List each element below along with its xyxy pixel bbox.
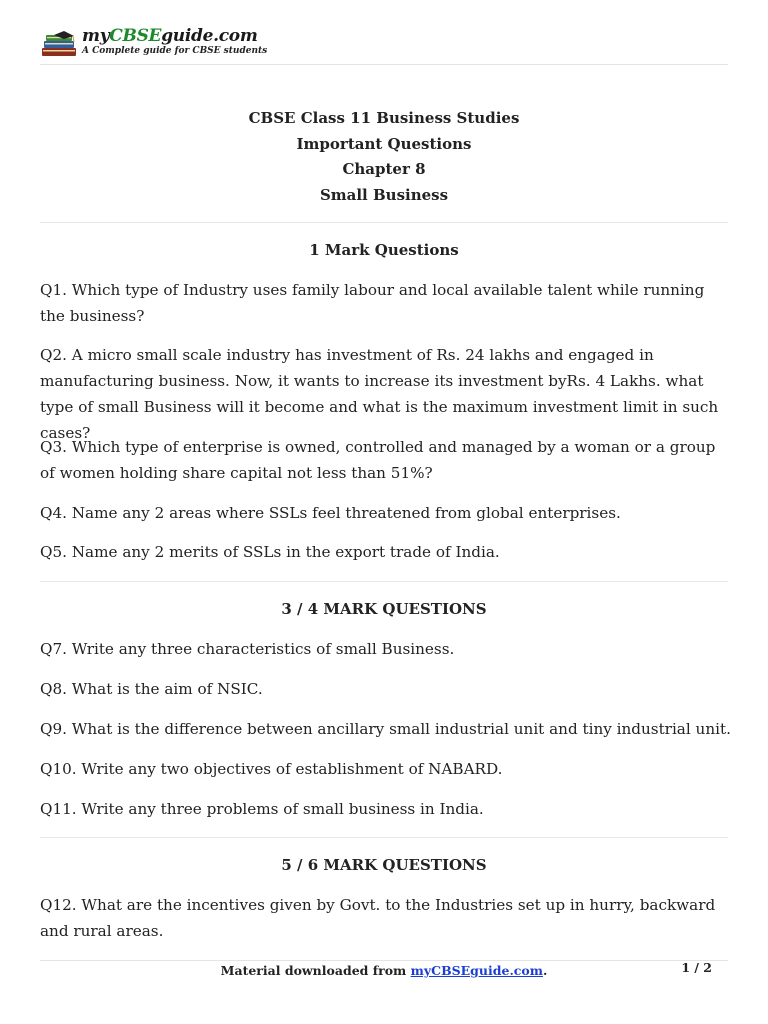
section-heading-5-6-mark: 5 / 6 MARK QUESTIONS (281, 856, 487, 874)
chapter-title: Small Business (319, 185, 449, 204)
document-subtitle: Important Questions (296, 134, 472, 153)
section-heading-1-mark: 1 Mark Questions (309, 241, 459, 259)
question-q4: Q4. Name any 2 areas where SSLs feel threatened from global enterprises. (40, 504, 621, 522)
footer-credit: Material downloaded from myCBSEguide.com. (220, 963, 548, 978)
page-header (40, 24, 728, 65)
question-q8: Q8. What is the aim of NSIC. (40, 680, 263, 698)
document-title-block (40, 106, 728, 208)
question-q10: Q10. Write any two objectives of establishment of NABARD. (40, 760, 503, 778)
page-number: 1 / 2 (681, 960, 712, 975)
question-q11: Q11. Write any three problems of small business in India. (40, 800, 484, 818)
question-q12: Q12. What are the incentives given by Govt. to the Industries set up in hurry, backward and rural areas. (40, 896, 716, 940)
question-q9: Q9. What is the difference between ancillary small industrial unit and tiny industrial unit. (40, 720, 731, 738)
question-q5: Q5. Name any 2 merits of SSLs in the export trade of India. (40, 543, 500, 561)
footer-site-link[interactable]: myCBSEguide.com (410, 963, 543, 978)
question-q7: Q7. Write any three characteristics of small Business. (40, 640, 455, 658)
footer-divider (40, 960, 728, 961)
section-divider (40, 837, 728, 838)
logo-tagline: A Complete guide for CBSE students (82, 46, 268, 56)
question-q2: Q2. A micro small scale industry has investment of Rs. 24 lakhs and engaged in manufacturing business. Now, it wants to increase its investment byRs. 4 Lakhs. what type of small Business will it become and what is the maximum investment limit in such cases? (40, 346, 719, 442)
question-q3: Q3. Which type of enterprise is owned, controlled and managed by a woman or a group of women holding share capital not less than 51%? (40, 438, 716, 482)
section-heading-3-4-mark: 3 / 4 MARK QUESTIONS (281, 600, 487, 618)
question-q1: Q1. Which type of Industry uses family labour and local available talent while running the business? (40, 281, 705, 325)
books-icon (40, 30, 80, 58)
document-title: CBSE Class 11 Business Studies (248, 109, 520, 127)
section-divider (40, 581, 728, 582)
section-divider (40, 222, 728, 223)
logo-title: myCBSEguide.com (82, 26, 258, 46)
chapter-number: Chapter 8 (342, 160, 426, 178)
site-logo[interactable] (40, 26, 268, 60)
